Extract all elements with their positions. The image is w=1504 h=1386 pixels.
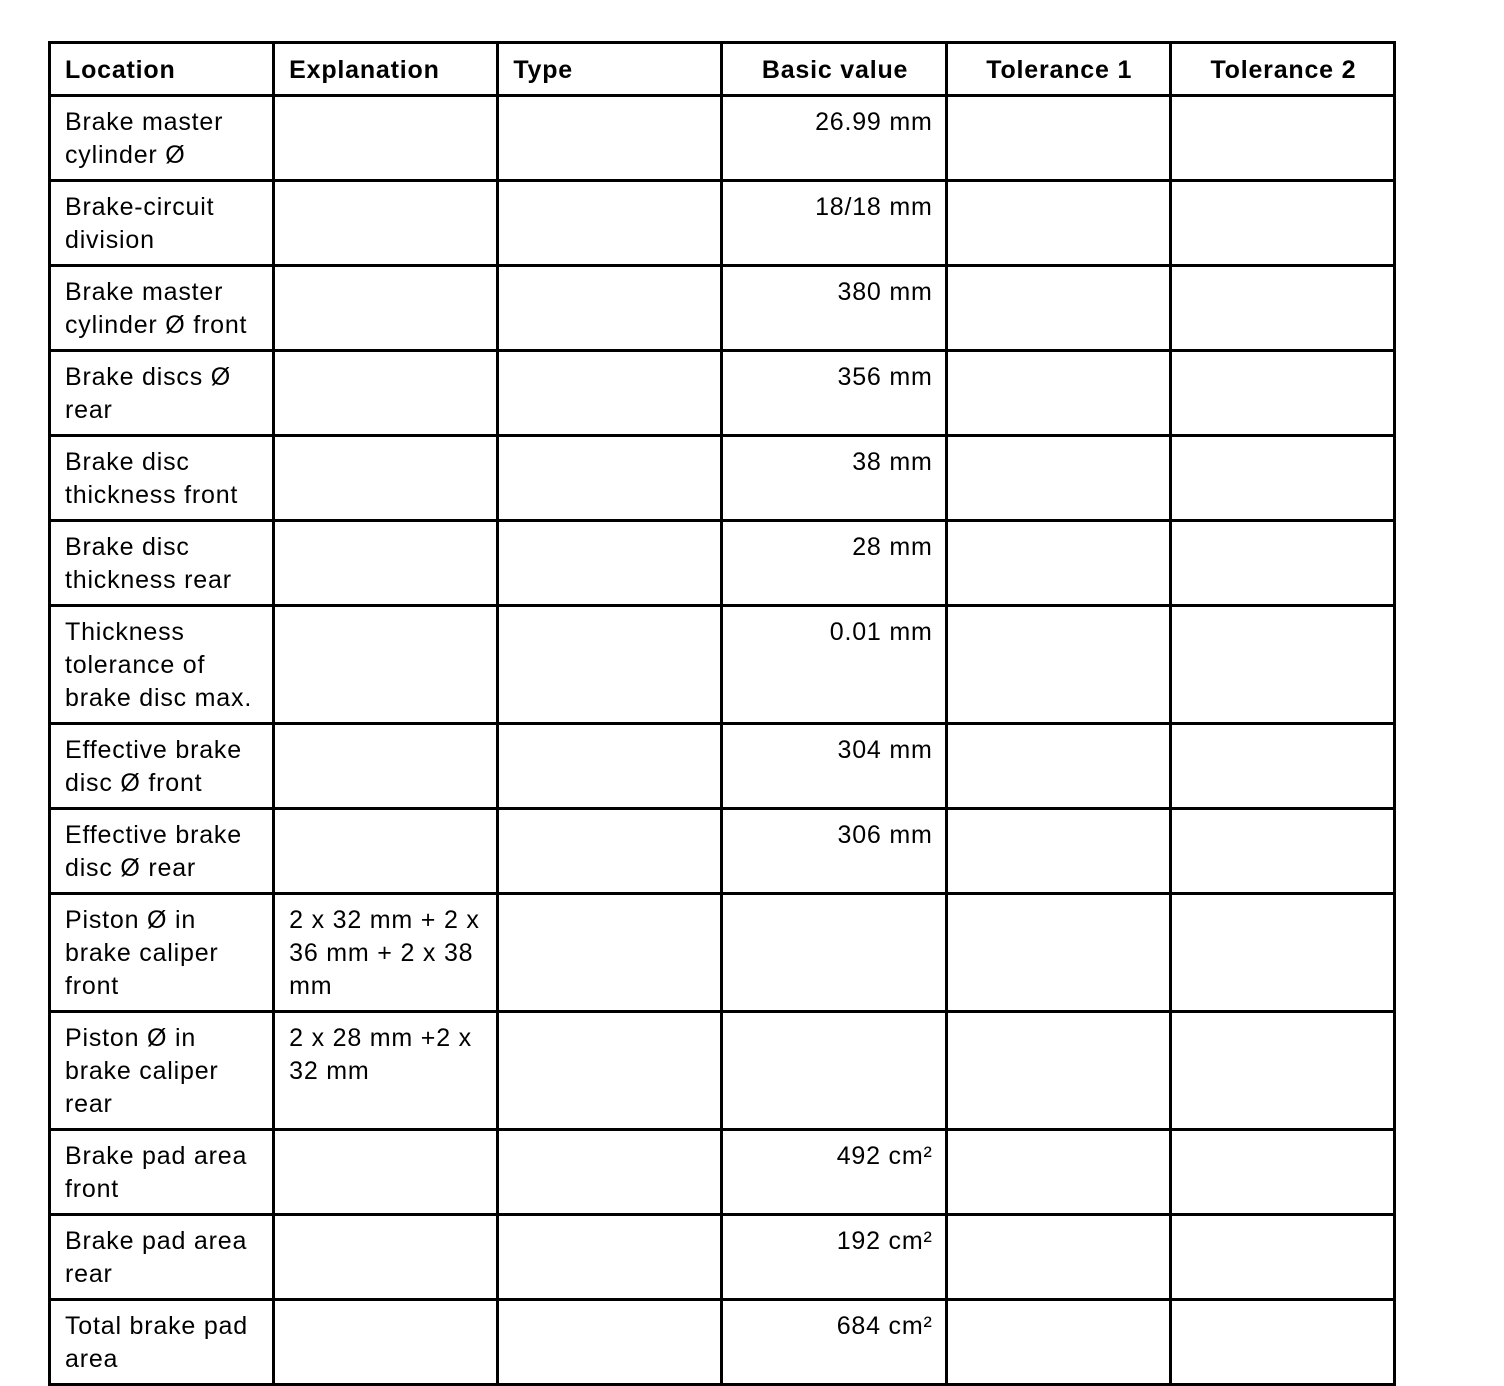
location-cell: Brake disc thickness front: [50, 436, 274, 521]
column-header-tolerance-1: Tolerance 1: [946, 43, 1170, 96]
location-cell: Piston Ø in brake caliper front: [50, 894, 274, 1012]
explanation-cell: [274, 181, 498, 266]
tolerance-1-cell: [946, 606, 1170, 724]
basic-value-cell: 306 mm: [722, 809, 946, 894]
basic-value-cell: 28 mm: [722, 521, 946, 606]
basic-value-cell: 380 mm: [722, 266, 946, 351]
location-cell: Brake master cylinder Ø: [50, 96, 274, 181]
type-cell: [498, 351, 722, 436]
table-row: [50, 96, 1395, 181]
type-cell: [498, 266, 722, 351]
tolerance-1-cell: [946, 521, 1170, 606]
tolerance-2-cell: [1170, 436, 1394, 521]
tolerance-1-cell: [946, 1300, 1170, 1385]
explanation-cell: [274, 1300, 498, 1385]
tolerance-1-cell: [946, 96, 1170, 181]
basic-value-cell: 26.99 mm: [722, 96, 946, 181]
tolerance-2-cell: [1170, 1130, 1394, 1215]
type-cell: [498, 1130, 722, 1215]
explanation-cell: 2 x 32 mm + 2 x 36 mm + 2 x 38 mm: [274, 894, 498, 1012]
column-header-type: Type: [498, 43, 722, 96]
brake-specifications-table: [48, 41, 1396, 1386]
type-cell: [498, 724, 722, 809]
explanation-cell: [274, 724, 498, 809]
column-header-basic-value: Basic value: [722, 43, 946, 96]
tolerance-1-cell: [946, 1215, 1170, 1300]
basic-value-cell: 18/18 mm: [722, 181, 946, 266]
basic-value-cell: 0.01 mm: [722, 606, 946, 724]
type-cell: [498, 521, 722, 606]
basic-value-cell: 356 mm: [722, 351, 946, 436]
table-row: [50, 724, 1395, 809]
explanation-cell: [274, 351, 498, 436]
table-row: [50, 1300, 1395, 1385]
tolerance-1-cell: [946, 809, 1170, 894]
type-cell: [498, 606, 722, 724]
type-cell: [498, 1215, 722, 1300]
tolerance-2-cell: [1170, 894, 1394, 1012]
tolerance-2-cell: [1170, 351, 1394, 436]
table-row: [50, 1130, 1395, 1215]
basic-value-cell: 304 mm: [722, 724, 946, 809]
tolerance-2-cell: [1170, 1012, 1394, 1130]
explanation-cell: [274, 521, 498, 606]
type-cell: [498, 1300, 722, 1385]
tolerance-1-cell: [946, 351, 1170, 436]
tolerance-1-cell: [946, 436, 1170, 521]
type-cell: [498, 96, 722, 181]
tolerance-2-cell: [1170, 1215, 1394, 1300]
type-cell: [498, 894, 722, 1012]
location-cell: Thickness tolerance of brake disc max.: [50, 606, 274, 724]
basic-value-cell: [722, 894, 946, 1012]
table-row: [50, 351, 1395, 436]
type-cell: [498, 1012, 722, 1130]
type-cell: [498, 436, 722, 521]
explanation-cell: [274, 606, 498, 724]
location-cell: Effective brake disc Ø rear: [50, 809, 274, 894]
basic-value-cell: 192 cm²: [722, 1215, 946, 1300]
location-cell: Brake pad area rear: [50, 1215, 274, 1300]
tolerance-2-cell: [1170, 809, 1394, 894]
tolerance-2-cell: [1170, 606, 1394, 724]
tolerance-1-cell: [946, 1012, 1170, 1130]
type-cell: [498, 181, 722, 266]
tolerance-1-cell: [946, 724, 1170, 809]
tolerance-2-cell: [1170, 266, 1394, 351]
tolerance-1-cell: [946, 894, 1170, 1012]
location-cell: Brake disc thickness rear: [50, 521, 274, 606]
table-row: [50, 436, 1395, 521]
location-cell: Brake pad area front: [50, 1130, 274, 1215]
table-row: [50, 809, 1395, 894]
basic-value-cell: 684 cm²: [722, 1300, 946, 1385]
table-row: [50, 606, 1395, 724]
table-row: [50, 894, 1395, 1012]
tolerance-2-cell: [1170, 521, 1394, 606]
explanation-cell: [274, 266, 498, 351]
basic-value-cell: 492 cm²: [722, 1130, 946, 1215]
tolerance-1-cell: [946, 266, 1170, 351]
tolerance-2-cell: [1170, 1300, 1394, 1385]
location-cell: Brake master cylinder Ø front: [50, 266, 274, 351]
tolerance-1-cell: [946, 181, 1170, 266]
tolerance-2-cell: [1170, 181, 1394, 266]
explanation-cell: [274, 436, 498, 521]
explanation-cell: [274, 1215, 498, 1300]
explanation-cell: [274, 96, 498, 181]
table-row: [50, 521, 1395, 606]
table-row: [50, 181, 1395, 266]
location-cell: Total brake pad area: [50, 1300, 274, 1385]
column-header-explanation: Explanation: [274, 43, 498, 96]
table-row: [50, 1215, 1395, 1300]
column-header-location: Location: [50, 43, 274, 96]
tolerance-2-cell: [1170, 724, 1394, 809]
tolerance-1-cell: [946, 1130, 1170, 1215]
type-cell: [498, 809, 722, 894]
table-row: [50, 266, 1395, 351]
location-cell: Piston Ø in brake caliper rear: [50, 1012, 274, 1130]
location-cell: Brake discs Ø rear: [50, 351, 274, 436]
explanation-cell: [274, 809, 498, 894]
location-cell: Effective brake disc Ø front: [50, 724, 274, 809]
explanation-cell: 2 x 28 mm +2 x 32 mm: [274, 1012, 498, 1130]
basic-value-cell: 38 mm: [722, 436, 946, 521]
basic-value-cell: [722, 1012, 946, 1130]
table-row: [50, 1012, 1395, 1130]
table-header-row: [50, 43, 1395, 96]
tolerance-2-cell: [1170, 96, 1394, 181]
explanation-cell: [274, 1130, 498, 1215]
column-header-tolerance-2: Tolerance 2: [1170, 43, 1394, 96]
location-cell: Brake-circuit division: [50, 181, 274, 266]
